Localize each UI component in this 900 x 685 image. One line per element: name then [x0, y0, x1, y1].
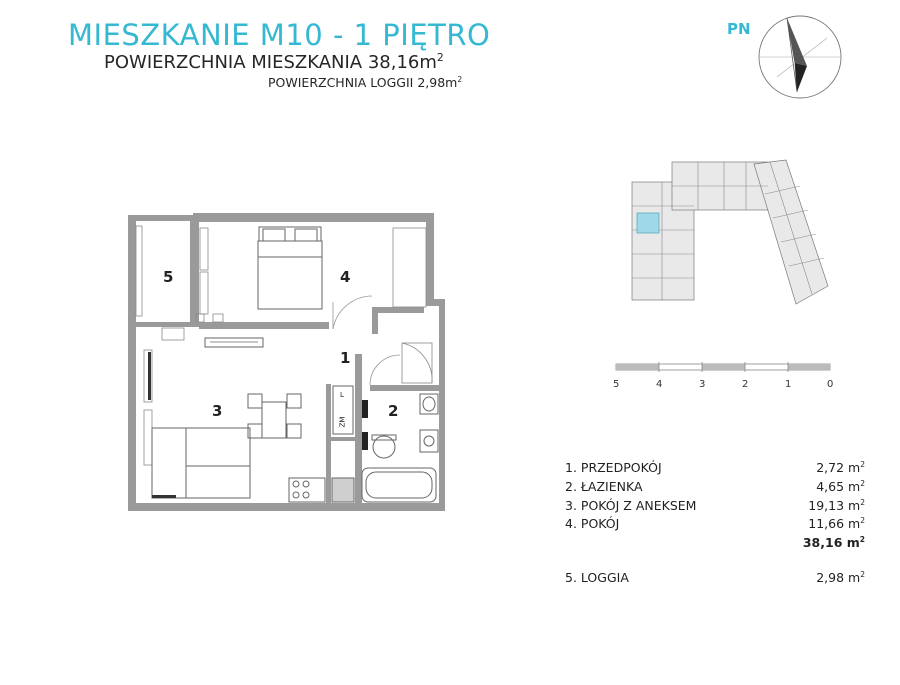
room-area-value: 4,65 m	[816, 479, 861, 494]
floor-plan	[120, 205, 450, 515]
room-name: 1. PRZEDPOKÓJ	[565, 460, 662, 475]
scale-tick-label: 0	[827, 379, 834, 390]
apartment-area-sup: 2	[436, 51, 444, 64]
scale-bar	[612, 360, 834, 392]
room-area-value: 19,13 m	[808, 498, 861, 513]
room-area	[808, 516, 865, 531]
loggia-area-sup: 2	[457, 74, 463, 84]
compass-label: PN	[727, 20, 751, 38]
room-name: 3. POKÓJ Z ANEKSEM	[565, 498, 697, 513]
room-name: 4. POKÓJ	[565, 516, 620, 531]
room-number-5: 5	[163, 268, 174, 286]
room-area	[816, 460, 865, 475]
loggia-area-value	[816, 570, 865, 585]
apartment-title: MIESZKANIE M10 - 1 PIĘTRO	[68, 18, 491, 52]
room-area-sup: 2	[860, 515, 865, 525]
scale-tick-label: 5	[613, 379, 620, 390]
room-area-sup: 2	[860, 497, 865, 507]
scale-tick-label: 4	[656, 379, 663, 390]
meter-label: ZM	[338, 416, 347, 428]
room-number-4: 4	[340, 268, 351, 286]
room-number-2: 2	[388, 402, 399, 420]
scale-ticks	[613, 379, 833, 390]
loggia-area-number: 2,98 m	[816, 570, 861, 585]
total-area-value: 38,16 m	[802, 535, 860, 550]
loggia-name: 5. LOGGIA	[565, 570, 629, 585]
room-area-sup: 2	[860, 478, 865, 488]
loggia-area-text: POWIERZCHNIA LOGGII 2,98m	[268, 75, 458, 90]
room-number-3: 3	[212, 402, 223, 420]
loggia-area	[268, 75, 462, 90]
room-area	[816, 479, 865, 494]
room-area-sup: 2	[860, 459, 865, 469]
building-key-plan	[628, 158, 830, 308]
apartment-area-text: POWIERZCHNIA MIESZKANIA 38,16m	[104, 52, 437, 73]
total-area	[803, 535, 865, 550]
room-area-value: 11,66 m	[808, 516, 861, 531]
room-area	[808, 498, 865, 513]
room-name: 2. ŁAZIENKA	[565, 479, 643, 494]
scale-tick-label: 1	[785, 379, 792, 390]
apartment-area	[104, 52, 444, 73]
north-arrow-icon	[757, 14, 843, 100]
scale-tick-label: 3	[699, 379, 706, 390]
scale-tick-label: 2	[742, 379, 749, 390]
room-number-1: 1	[340, 349, 351, 367]
room-area-value: 2,72 m	[816, 460, 861, 475]
loggia-area-sup: 2	[860, 569, 865, 579]
total-area-sup: 2	[859, 534, 865, 544]
closet-label: L	[340, 391, 344, 399]
